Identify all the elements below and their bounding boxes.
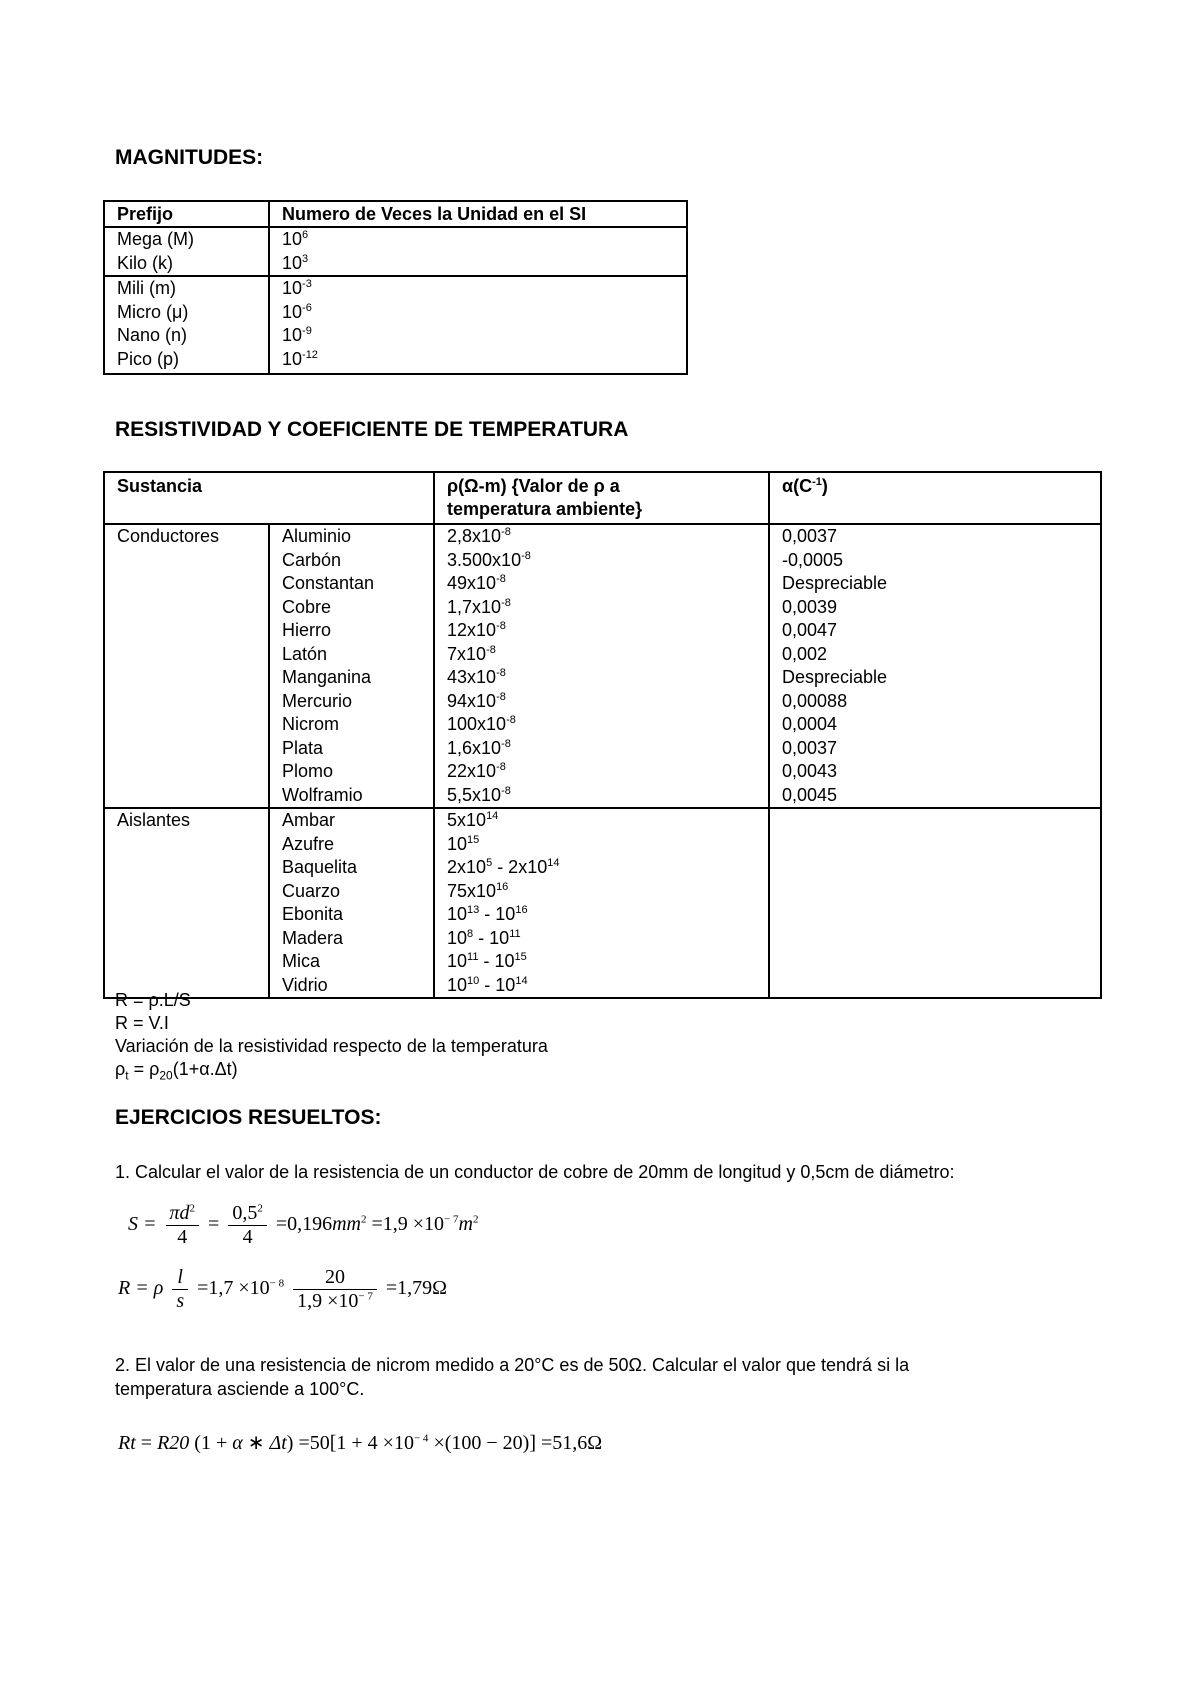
exercise-2-statement-line-1: 2. El valor de una resistencia de nicrom medido a 20°C es de 50Ω. Calcular el valor que tendrá si la [115, 1355, 910, 1375]
power-cell: $10^{-12}$ [282, 348, 318, 369]
prefix-table [103, 200, 688, 375]
formula-power: R = V.I [115, 1013, 169, 1033]
power-cell: $10^{-6}$ [282, 301, 312, 322]
prefix-cell: Mega (M) [117, 229, 195, 249]
material-list: Aluminio Carbón Constantan Cobre Hierro Latón Manganina Mercurio Nicrom Plata Plomo Wolframio [269, 524, 434, 808]
equation-area: S = $\frac{\pi d^2}{4}$ = $\frac{0,5^2}{4}$ $=0,196mm^2 =1,9 \times 10^{- 7}m^2$ [128, 1202, 479, 1248]
section-title-magnitudes: MAGNITUDES: [115, 146, 264, 169]
equation-temperature-resistance: Rt = R20 (1 + α ∗ $\Delta t) =50[1 + 4 \times 10^{- 4} \times(100 - 20)] =51,6\Omega$ [118, 1432, 603, 1454]
power-cell: $10^3$ [282, 252, 309, 273]
formula-temperature: $\rho_t = \rho_{20}(1+\alpha.\Delta t)$ [115, 1059, 238, 1083]
si-units-header: Numero de Veces la Unidad en el SI [269, 201, 687, 227]
group-name-aislantes: Aislantes [104, 808, 269, 998]
table-row [104, 276, 687, 374]
power-cell: $10^6$ [282, 229, 309, 249]
exercise-1-statement: 1. Calcular el valor de la resistencia de un conductor de cobre de 20mm de longitud y 0,5cm de diámetro: [115, 1162, 955, 1182]
resistivity-table [103, 471, 1102, 999]
formula-description: Variación de la resistividad respecto de la temperatura [115, 1036, 548, 1056]
equation-resistance: R = ρ $\frac{l}{s}$ $=1,7 \times 10^{- 8}$ $\frac{20}{1,9 \times 10^{- 7}}$ =1,79Ω [118, 1266, 448, 1312]
section-title-resistividad: RESISTIVIDAD Y COEFICIENTE DE TEMPERATURA [115, 418, 629, 441]
prefix-cell: Micro (μ) [117, 301, 189, 322]
table-row [104, 524, 1101, 808]
table-row [104, 808, 1101, 998]
temp-coefficient-header: $\alpha(C^{-1})$ [769, 472, 1101, 524]
power-cell: $10^{-3}$ [282, 278, 312, 298]
alpha-list [769, 808, 1101, 998]
alpha-list: 0,0037 -0,0005 Despreciable 0,0039 0,0047 0,002 Despreciable 0,00088 0,0004 0,0037 0,0043 0,0045 [769, 524, 1101, 808]
resistivity-list: $2,8x10^{-8}$ $3.500x10^{-8}$ $49x10^{-8}$ $1,7x10^{-8}$ $12x10^{-8}$ $7x10^{-8}$ $43x10^{-8}$ $94x10^{-8}$ $100x10^{-8}$ $1,6x10^{-8}$ $22x10^{-8}$ $5,5x10^{-8}$ [434, 524, 769, 808]
prefix-cell: Pico (p) [117, 348, 180, 369]
prefix-cell: Mili (m) [117, 278, 176, 298]
group-name-conductores: Conductores [104, 524, 269, 808]
prefix-cell: Nano (n) [117, 325, 188, 345]
material-list: Ambar Azufre Baquelita Cuarzo Ebonita Madera Mica Vidrio [269, 808, 434, 998]
prefix-cell: Kilo (k) [117, 252, 174, 273]
section-title-ejercicios: EJERCICIOS RESUELTOS: [115, 1106, 382, 1129]
prefix-header: Prefijo [104, 201, 269, 227]
power-cell: $10^{-9}$ [282, 325, 312, 345]
exercise-2-statement-line-2: temperatura asciende a 100°C. [115, 1379, 365, 1399]
table-row [104, 227, 687, 276]
resistivity-list: $5x10^{14}$ $10^{15}$ $2x10^5 - 2x10^{14}$ $75x10^{16}$ $10^{13} - 10^{16}$ $10^8 - 10^{11}$ $10^{11} - 10^{15}$ $10^{10} - 10^{14}$ [434, 808, 769, 998]
resistivity-header: ρ(Ω-m) {Valor de ρ a temperatura ambiente} [434, 472, 769, 524]
substance-header: Sustancia [104, 472, 434, 524]
formula-ohm-resistivity: R = ρ.L/S [115, 990, 191, 1010]
